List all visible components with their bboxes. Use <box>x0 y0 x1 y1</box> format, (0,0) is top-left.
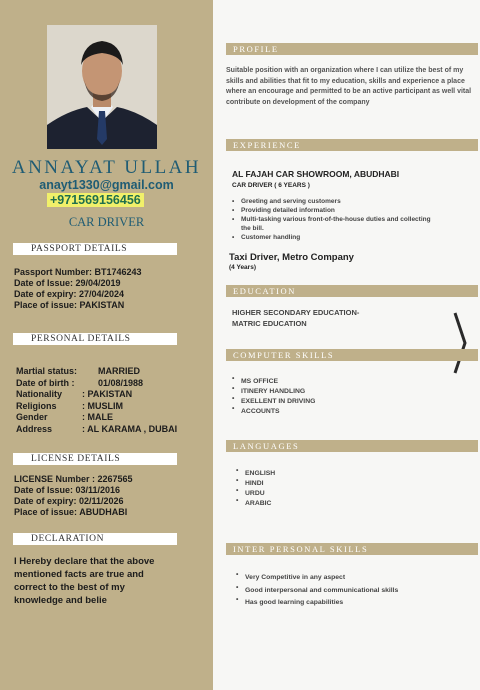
candidate-name: ANNAYAT ULLAH <box>11 157 202 178</box>
passport-heading: PASSPORT DETAILS <box>13 243 177 255</box>
personal-value: : PAKISTAN <box>82 389 133 400</box>
personal-row <box>16 401 177 413</box>
interpersonal-item: • Very Competitive in any aspect <box>236 572 398 585</box>
personal-key: Martial status: <box>16 366 78 376</box>
personal-row <box>16 424 177 436</box>
duty-item: • Multi-tasking various front-of-the-house duties and collecting the bill. <box>232 215 442 233</box>
interpersonal-heading: INTER PERSONAL SKILLS <box>226 543 478 555</box>
education-item: HIGHER SECONDARY EDUCATION- <box>232 308 360 317</box>
personal-value: MARRIED <box>98 366 140 376</box>
personal-value: : MALE <box>82 412 113 423</box>
personal-heading: PERSONAL DETAILS <box>13 333 177 345</box>
skill-item: • EXELLENT IN DRIVING <box>232 397 315 407</box>
duty-item: • Customer handling <box>232 233 442 242</box>
passport-details <box>14 267 142 311</box>
skill-item: • ACCOUNTS <box>232 407 315 417</box>
computer-skills-list <box>232 377 315 417</box>
passport-line: Passport Number: BT1746243 <box>14 267 142 277</box>
personal-row <box>16 378 177 390</box>
education-item: MATRIC EDUCATION <box>232 319 307 328</box>
license-line: Place of issue: ABUDHABI <box>14 507 128 517</box>
language-item: • HINDI <box>236 479 275 489</box>
personal-value: : MUSLIM <box>82 400 123 411</box>
job1-duties <box>232 197 442 242</box>
language-item: • ARABIC <box>236 499 275 509</box>
language-item: • URDU <box>236 489 275 499</box>
education-heading: EDUCATION <box>226 285 478 297</box>
personal-value: 01/08/1988 <box>98 377 144 388</box>
phone-text: +971569156456 <box>47 193 144 207</box>
computer-skills-heading: COMPUTER SKILLS <box>226 349 478 361</box>
duty-item: • Greeting and serving customers <box>232 197 442 206</box>
personal-row <box>16 412 177 424</box>
languages-heading: LANGUAGES <box>226 440 478 452</box>
profile-heading: PROFILE <box>226 43 478 55</box>
personal-key: Nationality <box>16 389 63 400</box>
passport-line: Date of expiry: 27/04/2024 <box>14 289 125 299</box>
job2-subtitle: (4 Years) <box>229 264 256 271</box>
job-role: CAR DRIVER <box>68 215 145 229</box>
personal-key: Gender <box>16 412 48 423</box>
job1-title: AL FAJAH CAR SHOWROOM, ABUDHABI <box>232 169 400 179</box>
experience-heading: EXPERIENCE <box>226 139 478 151</box>
skill-item: • MS OFFICE <box>232 377 315 387</box>
license-line: LICENSE Number : 2267565 <box>14 474 133 484</box>
skill-item: • ITINERY HANDLING <box>232 387 315 397</box>
personal-key: Religions <box>16 400 57 411</box>
job2-title: Taxi Driver, Metro Company <box>229 252 354 263</box>
license-details <box>14 474 133 518</box>
declaration-heading: DECLARATION <box>13 533 177 545</box>
language-item: • ENGLISH <box>236 469 275 479</box>
personal-row <box>16 389 177 401</box>
personal-details <box>16 366 177 436</box>
license-line: Date of Issue: 03/11/2016 <box>14 485 121 495</box>
interpersonal-item: • Has good learning capabilities <box>236 597 398 610</box>
email-text[interactable]: anayt1330@gmail.com <box>39 178 174 192</box>
chevron-right-icon[interactable] <box>453 311 467 375</box>
interpersonal-item: • Good interpersonal and communicational skills <box>236 585 398 598</box>
profile-text: Suitable position with an organization where I can utilize the best of my skills and abilities that fit to my education, skills and experience a place where an encourage and permitted to be an active participant as well vital contribute on development of the company <box>226 67 472 106</box>
declaration-text: I Hereby declare that the above mentioned facts are true and correct to the best of my knowledge and belie <box>14 556 155 606</box>
personal-key: Date of birth : <box>16 377 75 388</box>
profile-photo <box>47 25 157 149</box>
passport-line: Date of Issue: 29/04/2019 <box>14 278 121 288</box>
personal-key: Address <box>16 423 53 434</box>
passport-line: Place of issue: PAKISTAN <box>14 300 125 310</box>
duty-item: • Providing detailed information <box>232 206 442 215</box>
interpersonal-list <box>236 572 398 610</box>
education-list <box>232 307 359 329</box>
personal-row <box>16 366 177 378</box>
job1-subtitle: CAR DRIVER ( 6 YEARS ) <box>232 182 310 189</box>
languages-list <box>236 469 275 509</box>
person-portrait-icon <box>47 25 157 149</box>
license-line: Date of expiry: 02/11/2026 <box>14 496 124 506</box>
personal-value: : AL KARAMA , DUBAI <box>82 423 178 434</box>
license-heading: LICENSE DETAILS <box>13 453 177 465</box>
